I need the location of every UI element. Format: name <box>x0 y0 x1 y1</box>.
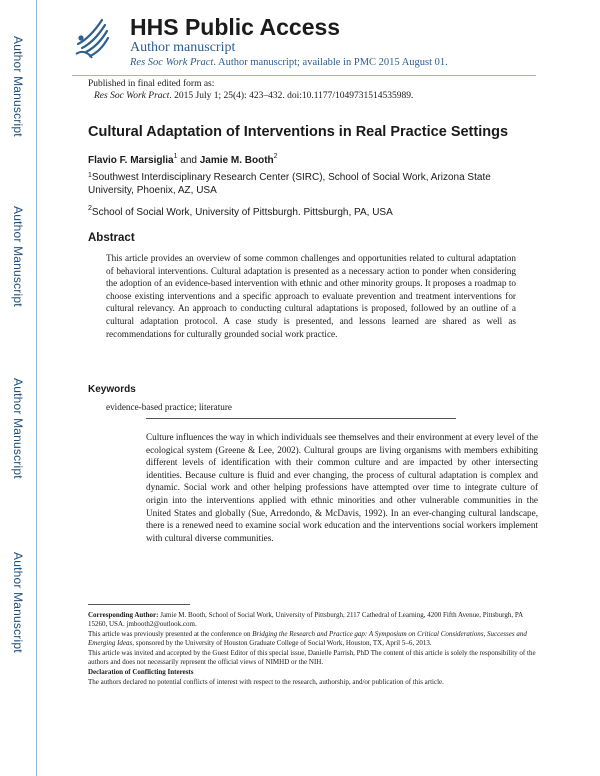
conflict-heading-text: Declaration of Conflicting Interests <box>88 668 194 676</box>
abstract-heading: Abstract <box>88 232 135 244</box>
author-separator: and <box>177 155 200 166</box>
affiliation-marker: 1 <box>173 153 178 160</box>
presentation-post: , sponsored by the University of Houston Graduate College of Social Work, Houston, TX, April 5–6, 2013. <box>132 639 432 647</box>
presentation-pre: This article was previously presented at the conference on <box>88 630 253 638</box>
affiliation-2 <box>88 207 534 218</box>
keywords-heading: Keywords <box>88 384 136 395</box>
citation-line <box>94 91 413 101</box>
conference-name: Bridging the Research and Practice gap: A Symposium on Critical Considerations, Successes and Emerging Ideas <box>88 630 527 647</box>
availability-text: . Author manuscript; available in PMC 2015 August 01. <box>213 57 448 68</box>
affiliation-text: School of Social Work, University of Pittsburgh. Pittsburgh, PA, USA <box>91 207 393 218</box>
footnotes <box>88 611 536 688</box>
presentation-note <box>88 630 536 648</box>
sidebar-divider <box>36 0 37 776</box>
sidebar-label: Author Manuscript <box>11 205 25 307</box>
corresponding-author-note <box>88 611 536 629</box>
invited-note: This article was invited and accepted by the Guest Editor of this special issue, Danielle Parrish, PhD The content of this article is solely the responsibility of the authors and does not necessarily represent the official views of NIMHD or the NIH. <box>88 649 536 666</box>
author-name: Flavio F. Marsiglia <box>88 155 174 166</box>
abstract-text: This article provides an overview of some common challenges and opportunities related to cultural adaptation of behavioral interventions. Cultural adaptation is presented as a necessary action to ponder when considering the adoption of an evidence-based intervention with ethnic and other minority groups. It proposes a roadmap to choose existing interventions and a specific approach to evaluate prevention and treatment interventions for cultural relevancy. An approach to conducting cultural adaptations is proposed, followed by an outline of a cultural adaptation protocol. A case study is presented, and lessons learned are shared as well as recommendations for culturally grounded social work practice. <box>106 253 516 339</box>
affiliation-marker: 2 <box>273 153 278 160</box>
sidebar-label: Author Manuscript <box>11 35 25 137</box>
corresponding-label: Corresponding Author: <box>88 611 159 619</box>
author-name: Jamie M. Booth <box>199 155 274 166</box>
affiliation-marker: 2 <box>88 205 92 212</box>
section-divider <box>146 418 456 419</box>
hhs-eagle-logo-icon <box>72 14 112 60</box>
sidebar-label: Author Manuscript <box>11 551 25 653</box>
author-manuscript-sidebar <box>0 0 36 776</box>
journal-name[interactable]: Res Soc Work Pract <box>130 57 214 68</box>
affiliation-1 <box>88 171 534 197</box>
availability-line <box>130 57 448 68</box>
corresponding-text: Jamie M. Booth, School of Social Work, University of Pittsburgh, 2117 Cathedral of Learning, 4200 Fifth Avenue, Pittsburgh, PA 15260, USA. jmbooth2@outlook.com. <box>88 611 523 628</box>
header-divider <box>72 75 536 76</box>
conflict-text: The authors declared no potential conflicts of interest with respect to the research, authorship, and/or publication of this article. <box>88 678 444 686</box>
article-title: Cultural Adaptation of Interventions in Real Practice Settings <box>88 124 509 140</box>
keywords-text: evidence-based practice; literature <box>106 402 232 412</box>
author-list <box>88 155 278 166</box>
affiliation-text: Southwest Interdisciplinary Research Center (SIRC), School of Social Work, Arizona State University, Phoenix, AZ, USA <box>88 172 491 196</box>
manuscript-status: Author manuscript <box>130 40 236 55</box>
published-label: Published in final edited form as: <box>88 79 215 89</box>
citation-journal: Res Soc Work Pract <box>94 91 170 101</box>
citation-details: . 2015 July 1; 25(4): 423–432. doi:10.1177/1049731514535989. <box>169 91 414 101</box>
body-paragraph: Culture influences the way in which individuals see themselves and their environment at every level of the ecological system (Greene & Lee, 2002). Cultural groups are living organisms with members exhibiting different levels of identification with their common culture and are impacted by other intersecting identities. Because culture is fluid and ever changing, the process of cultural adaptation is complex and dynamic. Social work and other helping professions have attempted over time to integrate culture of origin into the interventions applied with ethnic minorities and other vulnerable communities in the United States and globally (Sue, Arredondo, & McDavis, 1992). In an ever-changing cultural landscape, there is a renewed need to examine social work education and the interventions social workers implement with cultural diverse communities. <box>146 432 538 543</box>
sidebar-label: Author Manuscript <box>11 377 25 479</box>
portal-title: HHS Public Access <box>130 14 341 40</box>
footnote-divider <box>88 604 190 605</box>
affiliation-marker: 1 <box>88 172 92 179</box>
conflict-heading <box>88 668 536 677</box>
